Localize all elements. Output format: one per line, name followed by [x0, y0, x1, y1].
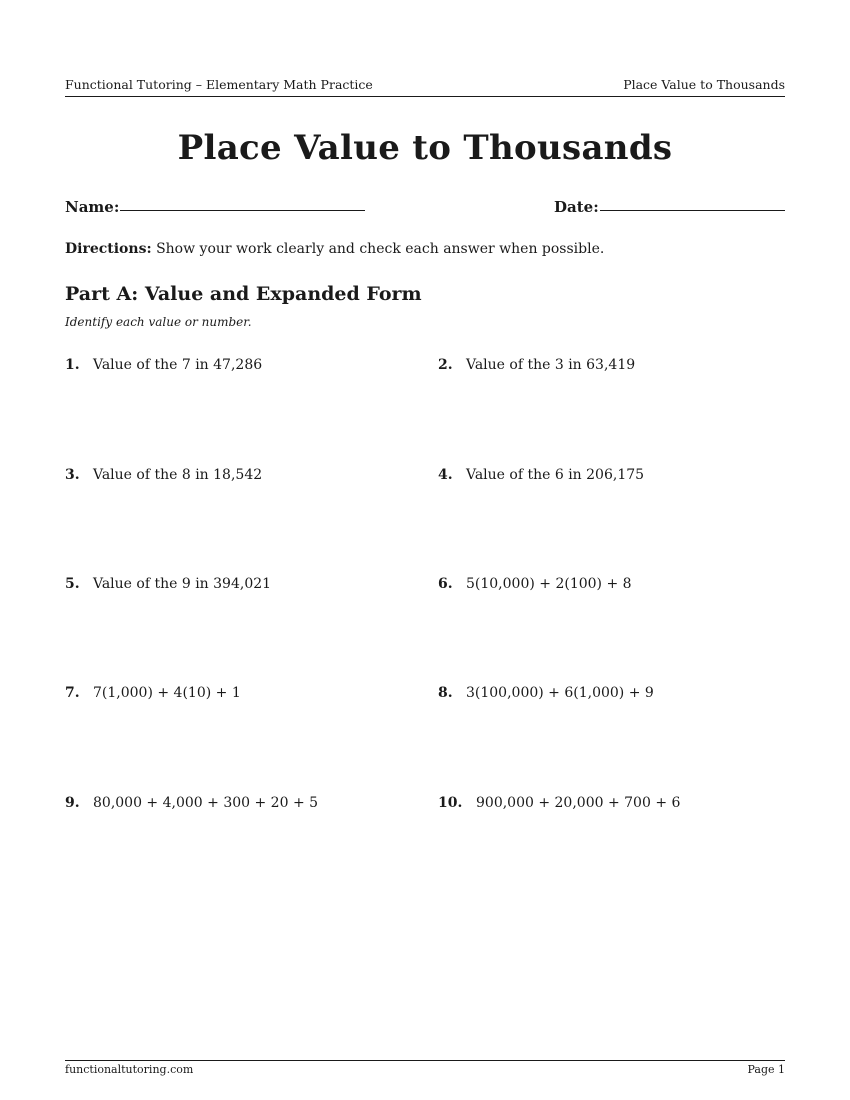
problem-text: Value of the 6 in 206,175 [466, 467, 645, 483]
problem-text: Value of the 9 in 394,021 [93, 576, 272, 592]
problem-item [438, 576, 632, 592]
page-header [65, 78, 785, 97]
problem-number: 2. [438, 357, 453, 373]
problem-number: 1. [65, 357, 80, 373]
problem-text: Value of the 8 in 18,542 [93, 467, 263, 483]
directions-label: Directions: [65, 241, 152, 257]
problem-item [438, 357, 635, 373]
footer-page-number: Page 1 [747, 1063, 785, 1076]
section-title: Part A: Value and Expanded Form [65, 283, 422, 305]
problem-item [65, 576, 271, 592]
problem-number: 9. [65, 795, 80, 811]
date-label: Date: [554, 198, 599, 216]
problem-number: 4. [438, 467, 453, 483]
problem-item [65, 795, 318, 811]
problem-number: 7. [65, 685, 80, 701]
problem-item [438, 467, 644, 483]
header-right-text: Place Value to Thousands [623, 77, 785, 92]
problem-text: 3(100,000) + 6(1,000) + 9 [466, 685, 654, 701]
problem-text: Value of the 7 in 47,286 [93, 357, 263, 373]
page-title: Place Value to Thousands [177, 128, 673, 168]
footer-website: functionaltutoring.com [65, 1063, 194, 1076]
problem-text: 5(10,000) + 2(100) + 8 [466, 576, 632, 592]
problem-item [438, 685, 654, 701]
problem-text: 900,000 + 20,000 + 700 + 6 [476, 795, 681, 811]
problem-number: 8. [438, 685, 453, 701]
problem-item [65, 685, 241, 701]
problem-number: 5. [65, 576, 80, 592]
header-left-text: Functional Tutoring – Elementary Math Practice [65, 77, 373, 92]
date-field-line [600, 210, 785, 211]
problem-number: 10. [438, 795, 463, 811]
directions-text: Show your work clearly and check each answer when possible. [156, 241, 605, 257]
problem-item [65, 357, 262, 373]
name-field-line [120, 210, 365, 211]
name-label: Name: [65, 198, 120, 216]
problem-text: 80,000 + 4,000 + 300 + 20 + 5 [93, 795, 319, 811]
page-footer [65, 1060, 785, 1076]
problem-text: Value of the 3 in 63,419 [466, 357, 636, 373]
section-subtitle: Identify each value or number. [65, 315, 252, 329]
problem-number: 3. [65, 467, 80, 483]
directions [65, 241, 604, 257]
problem-item [65, 467, 262, 483]
problem-item [438, 795, 680, 811]
problem-number: 6. [438, 576, 453, 592]
problem-text: 7(1,000) + 4(10) + 1 [93, 685, 241, 701]
